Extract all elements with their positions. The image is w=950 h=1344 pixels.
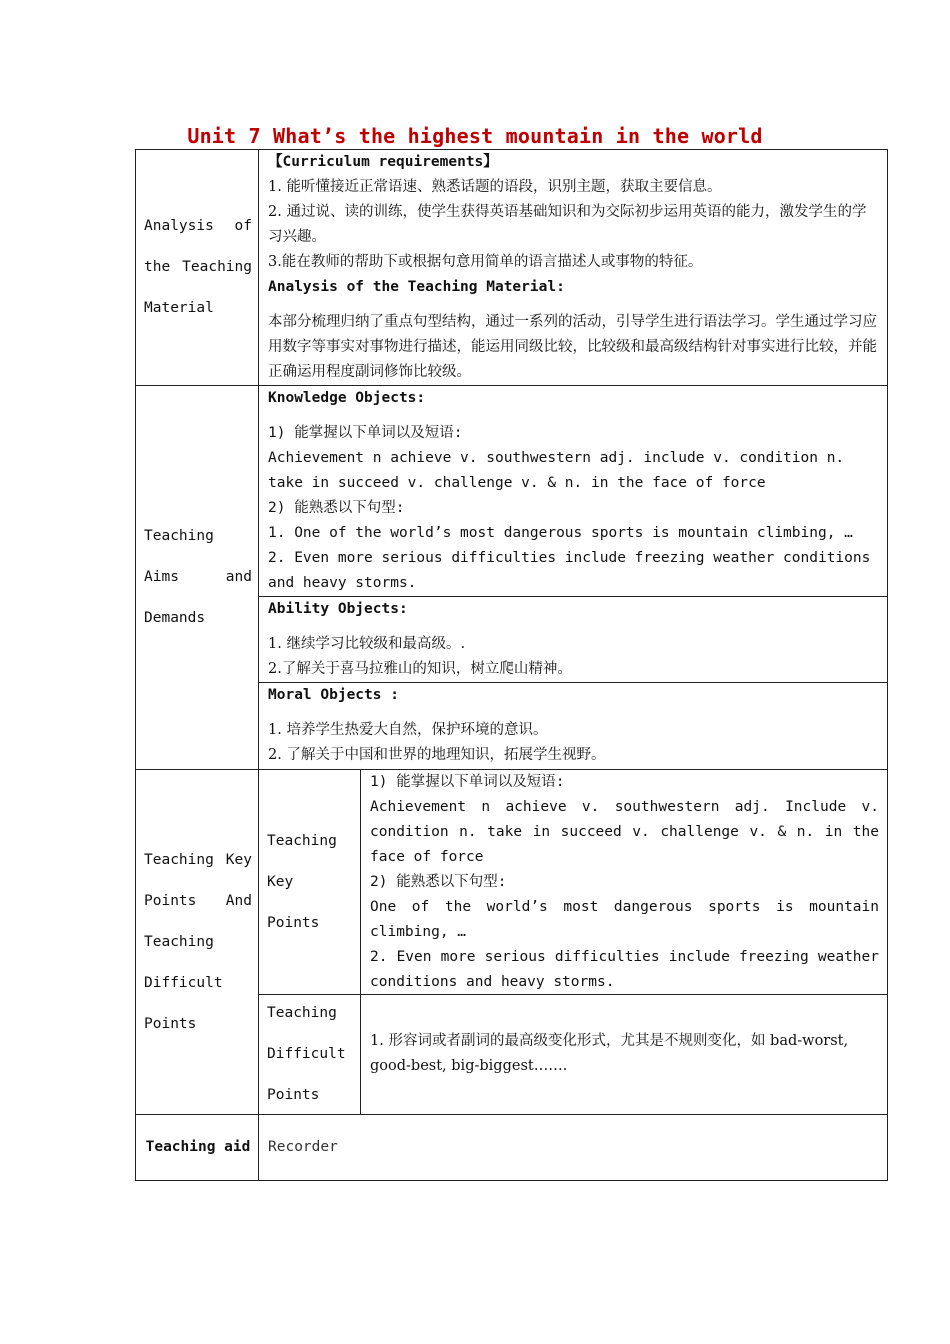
aims-header-cell: [135, 385, 259, 770]
key-sentence-1: One of the world’s most dangerous sports is mountain climbing, …: [370, 899, 879, 940]
knowledge-sub-2: 2) 能熟悉以下句型:: [268, 500, 405, 516]
key-points-label: Teaching Key Points: [267, 832, 337, 931]
material-text: 本部分梳理归纳了重点句型结构，通过一系列的活动，引导学生进行语法学习。学生通过学习应用数字等事实对事物进行描述，能运用同级比较，比较级和最高级结构针对事实进行比较，并能正确运用程度副词修饰比较级。: [268, 314, 877, 380]
lesson-plan-table: [135, 149, 888, 1181]
key-points-header: Teaching Key Points And Teaching Difficult Points: [144, 851, 252, 1032]
key-points-label-cell: [258, 769, 361, 995]
analysis-header: Analysis of the Teaching Material: [144, 218, 252, 316]
analysis-header-cell: [135, 149, 259, 386]
curriculum-item-3: 3.能在教师的帮助下或根据句意用简单的语言描述人或事物的特征。: [268, 254, 703, 270]
curriculum-item-2: 2. 通过说、读的训练，使学生获得英语基础知识和为交际初步运用英语的能力，激发学生的学习兴趣。: [268, 204, 867, 245]
ability-item-1: 1. 继续学习比较级和最高级。.: [268, 636, 466, 652]
knowledge-objects-cell: [258, 385, 888, 597]
page-title: Unit 7 What’s the highest mountain in the world: [187, 124, 763, 148]
difficult-points-label: Teaching Difficult Points: [267, 1005, 346, 1103]
key-sub-2: 2) 能熟悉以下句型:: [370, 874, 507, 890]
aid-value: Recorder: [268, 1139, 338, 1155]
key-points-content-cell: [360, 769, 888, 995]
difficult-points-content-cell: [360, 994, 888, 1115]
knowledge-sub-1: 1) 能掌握以下单词以及短语:: [268, 425, 463, 441]
ability-item-2: 2.了解关于喜马拉雅山的知识，树立爬山精神。: [268, 661, 572, 677]
knowledge-sentence-1: 1. One of the world’s most dangerous sports is mountain climbing, …: [268, 525, 853, 541]
difficult-points-label-cell: [258, 994, 361, 1115]
material-heading: Analysis of the Teaching Material:: [268, 279, 565, 295]
moral-heading: Moral Objects :: [268, 687, 399, 703]
ability-objects-cell: [258, 596, 888, 683]
key-words: Achievement n achieve v. southwestern adj. Include v. condition n. take in succeed v. challenge v. & n. in the face of force: [370, 799, 879, 865]
curriculum-item-1: 1. 能听懂接近正常语速、熟悉话题的语段，识别主题，获取主要信息。: [268, 179, 722, 195]
aid-header: Teaching aid: [145, 1139, 251, 1155]
knowledge-sentence-2: 2. Even more serious difficulties include freezing weather conditions and heavy storms.: [268, 550, 871, 591]
knowledge-words-2: take in succeed v. challenge v. & n. in the face of force: [268, 475, 766, 491]
key-sub-1: 1) 能掌握以下单词以及短语:: [370, 774, 565, 790]
moral-objects-cell: [258, 682, 888, 770]
analysis-content-cell: [258, 149, 888, 386]
aims-header: Teaching Aims and Demands: [144, 528, 252, 626]
ability-heading: Ability Objects:: [268, 601, 408, 617]
difficult-points-text: 1. 形容词或者副词的最高级变化形式，尤其是不规则变化，如 bad-worst, good-best, big-biggest…….: [370, 1033, 849, 1074]
moral-item-1: 1. 培养学生热爱大自然，保护环境的意识。: [268, 722, 548, 738]
knowledge-heading: Knowledge Objects:: [268, 390, 426, 406]
key-sentence-2: 2. Even more serious difficulties include freezing weather conditions and heavy storms.: [370, 949, 879, 990]
aid-header-cell: [135, 1114, 259, 1181]
key-points-header-cell: [135, 769, 259, 1115]
moral-item-2: 2. 了解关于中国和世界的地理知识，拓展学生视野。: [268, 747, 606, 763]
curriculum-heading: 【Curriculum requirements】: [268, 154, 498, 170]
aid-content-cell: [258, 1114, 888, 1181]
knowledge-words-1: Achievement n achieve v. southwestern adj. include v. condition n.: [268, 450, 845, 466]
